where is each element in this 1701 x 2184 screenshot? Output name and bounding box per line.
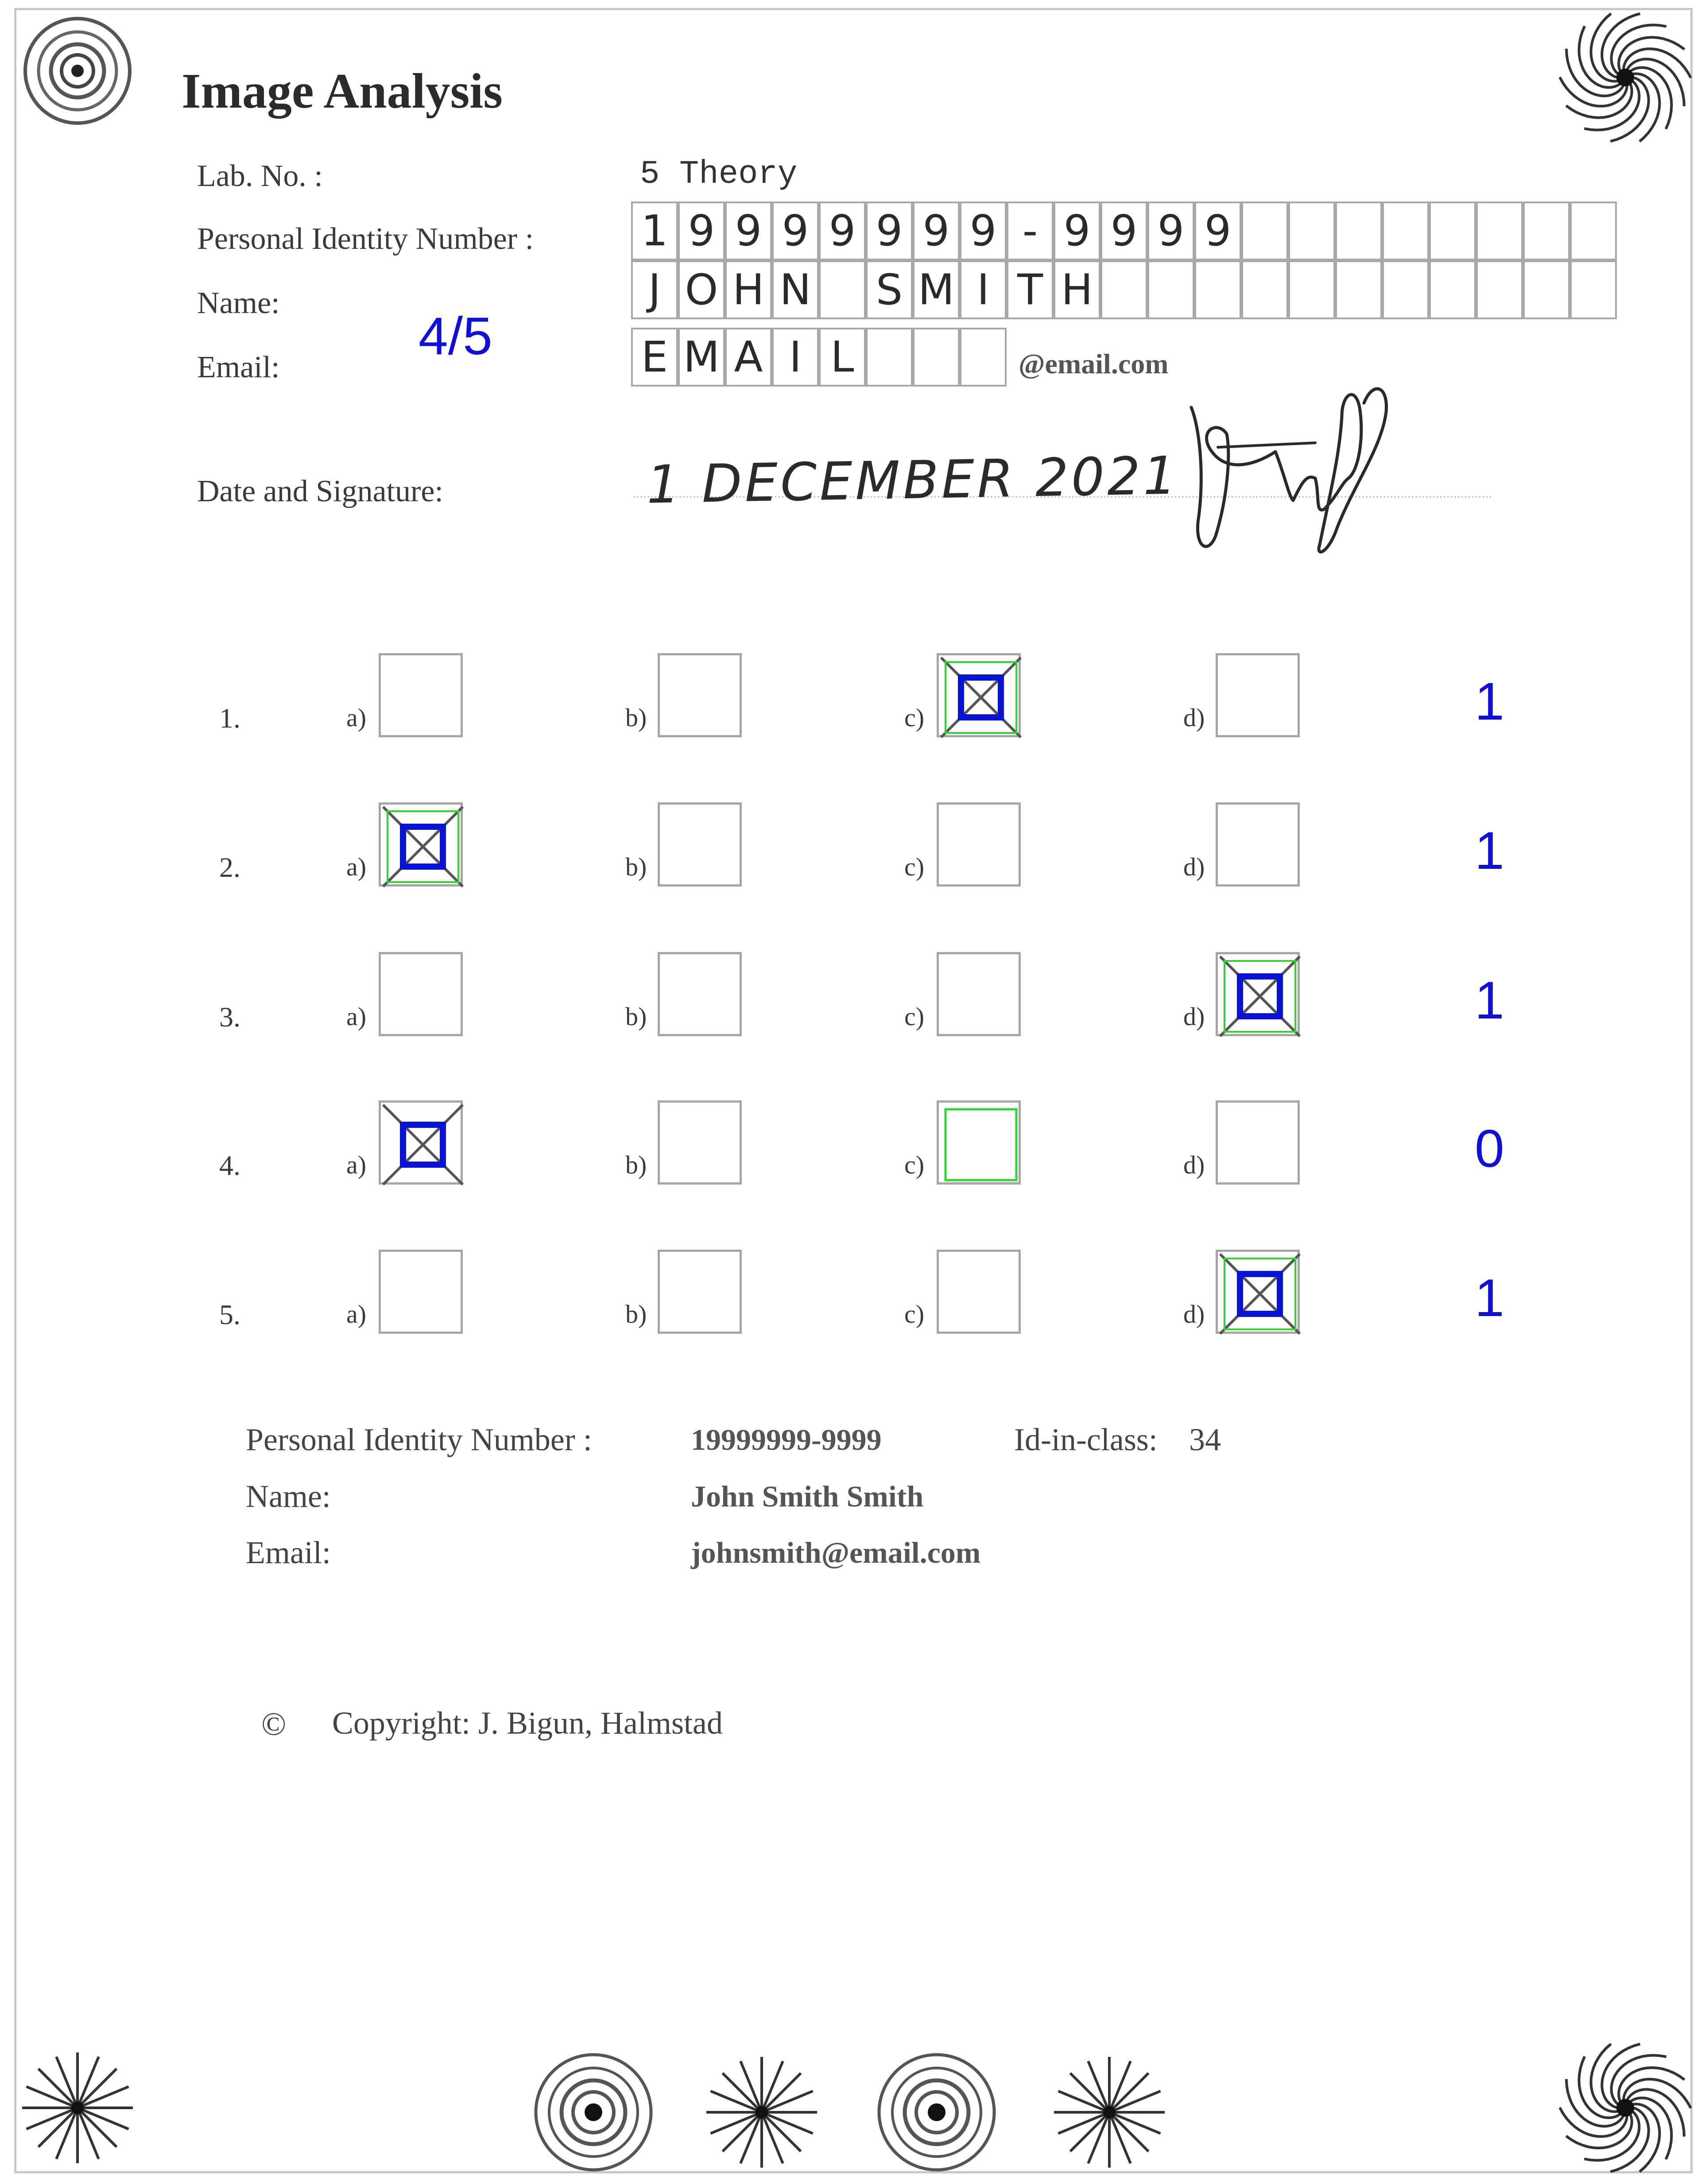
concentric-circles-icon	[872, 2048, 1001, 2176]
option-label: a)	[346, 703, 367, 732]
option-label: a)	[346, 852, 367, 881]
name-char-cell	[1335, 260, 1382, 319]
question-number: 4.	[219, 1150, 240, 1181]
option-label: d)	[1183, 1300, 1205, 1328]
email-char-cell	[866, 328, 913, 387]
pin-char-cell: 9	[960, 201, 1007, 260]
answer-checkbox-4c[interactable]	[937, 1100, 1021, 1185]
question-number: 3.	[219, 1001, 240, 1033]
name-char-cell	[1570, 260, 1617, 319]
summary-idclass-label: Id-in-class:	[1014, 1422, 1158, 1457]
date-signature-label: Date and Signature:	[197, 474, 443, 508]
summary-idclass-value: 34	[1189, 1422, 1221, 1457]
option-label: c)	[904, 1150, 925, 1179]
option-label: b)	[625, 852, 647, 881]
option-label: a)	[346, 1300, 367, 1328]
option-label: d)	[1183, 1150, 1205, 1179]
question-number: 2.	[219, 852, 240, 883]
question-score: 1	[1475, 971, 1504, 1030]
email-char-cell: L	[819, 328, 866, 387]
answer-checkbox-1a[interactable]	[379, 653, 463, 737]
answer-checkbox-4d[interactable]	[1216, 1100, 1300, 1185]
answer-checkbox-4a[interactable]	[379, 1100, 463, 1185]
answer-checkbox-3c[interactable]	[937, 952, 1021, 1036]
star-burst-icon	[1045, 2048, 1174, 2176]
summary-name-value: John Smith Smith	[691, 1479, 924, 1513]
answer-checkbox-1c[interactable]	[937, 653, 1021, 737]
option-label: b)	[625, 1150, 647, 1179]
pin-char-cell: 9	[1147, 201, 1194, 260]
answer-checkbox-2b[interactable]	[658, 802, 742, 887]
option-label: a)	[346, 1150, 367, 1179]
pin-char-cell: -	[1007, 201, 1054, 260]
page-title: Image Analysis	[182, 64, 503, 119]
copyright-icon: ©	[261, 1706, 287, 1743]
option-label: c)	[904, 703, 925, 732]
pin-label: Personal Identity Number :	[197, 222, 534, 256]
name-char-cell	[1382, 260, 1429, 319]
name-char-cell: M	[913, 260, 960, 319]
question-score: 0	[1475, 1119, 1504, 1178]
question-score: 1	[1475, 1268, 1504, 1328]
answer-checkbox-3d[interactable]	[1216, 952, 1300, 1036]
answer-checkbox-2d[interactable]	[1216, 802, 1300, 887]
lab-number-label: Lab. No. :	[197, 159, 323, 193]
question-score: 1	[1475, 821, 1504, 880]
name-char-cell: N	[772, 260, 819, 319]
pin-char-cell: 9	[913, 201, 960, 260]
option-label: c)	[904, 1002, 925, 1031]
pin-char-cell: 9	[772, 201, 819, 260]
name-char-cell: H	[1054, 260, 1100, 319]
name-char-cell: T	[1007, 260, 1054, 319]
name-char-cell: S	[866, 260, 913, 319]
email-char-grid	[631, 328, 1007, 387]
pin-char-cell	[1570, 201, 1617, 260]
summary-name-label: Name:	[246, 1479, 331, 1514]
email-domain: @email.com	[1019, 348, 1169, 379]
pin-char-cell	[1241, 201, 1288, 260]
email-char-cell: M	[678, 328, 725, 387]
summary-email-label: Email:	[246, 1535, 331, 1570]
answer-checkbox-1d[interactable]	[1216, 653, 1300, 737]
answer-checkbox-2c[interactable]	[937, 802, 1021, 887]
total-score: 4/5	[418, 306, 492, 366]
pin-char-cell: 9	[1194, 201, 1241, 260]
name-char-cell	[1100, 260, 1147, 319]
pin-char-cell: 9	[678, 201, 725, 260]
answer-checkbox-3b[interactable]	[658, 952, 742, 1036]
name-char-cell	[1476, 260, 1523, 319]
name-char-cell	[1523, 260, 1570, 319]
pin-char-cell	[1288, 201, 1335, 260]
option-label: c)	[904, 852, 925, 881]
pin-char-cell: 9	[819, 201, 866, 260]
name-char-cell: I	[960, 260, 1007, 319]
email-char-cell	[960, 328, 1007, 387]
option-label: b)	[625, 1300, 647, 1328]
pin-char-cell: 9	[866, 201, 913, 260]
email-label: Email:	[197, 350, 280, 384]
option-label: a)	[346, 1002, 367, 1031]
answer-checkbox-5b[interactable]	[658, 1250, 742, 1334]
name-char-cell	[819, 260, 866, 319]
email-char-cell: E	[631, 328, 678, 387]
lab-number-value: 5 Theory	[640, 156, 798, 193]
pin-char-cell	[1335, 201, 1382, 260]
pin-char-cell	[1382, 201, 1429, 260]
option-label: b)	[625, 1002, 647, 1031]
name-label: Name:	[197, 286, 280, 320]
concentric-circles-icon	[18, 11, 137, 131]
copyright-text: Copyright: J. Bigun, Halmstad	[332, 1705, 723, 1741]
name-char-cell: H	[725, 260, 772, 319]
name-char-cell	[1288, 260, 1335, 319]
answer-checkbox-5a[interactable]	[379, 1250, 463, 1334]
pin-char-cell	[1429, 201, 1476, 260]
concentric-circles-icon	[529, 2048, 658, 2176]
pin-char-cell	[1523, 201, 1570, 260]
answer-checkbox-3a[interactable]	[379, 952, 463, 1036]
email-char-cell: I	[772, 328, 819, 387]
answer-checkbox-2a[interactable]	[379, 802, 463, 887]
question-number: 1.	[219, 702, 240, 734]
pin-char-cell: 9	[1100, 201, 1147, 260]
name-char-cell	[1194, 260, 1241, 319]
summary-pin-value: 19999999-9999	[691, 1423, 882, 1456]
star-burst-icon	[13, 2044, 142, 2172]
answer-checkbox-5d[interactable]	[1216, 1250, 1300, 1334]
star-burst-icon	[697, 2048, 826, 2176]
name-char-cell: O	[678, 260, 725, 319]
spiral-icon	[1559, 2041, 1692, 2174]
pin-char-cell: 9	[725, 201, 772, 260]
question-number: 5.	[219, 1299, 240, 1330]
option-label: d)	[1183, 1002, 1205, 1031]
summary-email-value: johnsmith@email.com	[691, 1536, 981, 1569]
pin-char-cell	[1476, 201, 1523, 260]
pin-char-grid	[631, 201, 1617, 260]
question-score: 1	[1475, 672, 1504, 731]
name-char-grid	[631, 260, 1617, 319]
option-label: d)	[1183, 703, 1205, 732]
name-char-cell	[1241, 260, 1288, 319]
pin-char-cell: 9	[1054, 201, 1100, 260]
answer-checkbox-4b[interactable]	[658, 1100, 742, 1185]
option-label: c)	[904, 1300, 925, 1328]
option-label: b)	[625, 703, 647, 732]
spiral-icon	[1559, 11, 1692, 144]
summary-pin-label: Personal Identity Number :	[246, 1422, 592, 1457]
date-handwritten: 1 DECEMBER 2021	[646, 445, 1180, 515]
option-label: d)	[1183, 852, 1205, 881]
name-char-cell	[1147, 260, 1194, 319]
email-char-cell: A	[725, 328, 772, 387]
name-char-cell	[1429, 260, 1476, 319]
pin-char-cell: 1	[631, 201, 678, 260]
email-char-cell	[913, 328, 960, 387]
answer-checkbox-1b[interactable]	[658, 653, 742, 737]
handwritten-signature	[1174, 368, 1404, 571]
answer-checkbox-5c[interactable]	[937, 1250, 1021, 1334]
name-char-cell: J	[631, 260, 678, 319]
